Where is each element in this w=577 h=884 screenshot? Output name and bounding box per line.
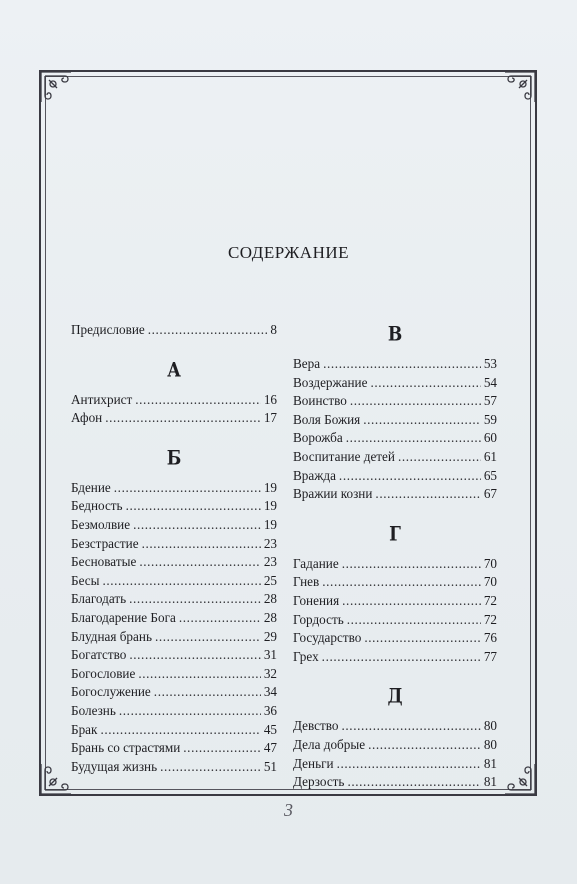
toc-entry[interactable] bbox=[71, 392, 277, 411]
toc-entry-page: 8 bbox=[270, 322, 277, 337]
toc-right-column bbox=[293, 322, 497, 793]
toc-entry-page: 65 bbox=[483, 467, 497, 483]
toc-entry-page: 54 bbox=[483, 374, 497, 390]
toc-entry-label: Ворожба bbox=[293, 430, 343, 446]
toc-entry[interactable] bbox=[293, 574, 497, 593]
leader-dots bbox=[323, 356, 481, 372]
leader-dots bbox=[347, 774, 480, 790]
toc-entry-label: Гонения bbox=[293, 592, 340, 608]
toc-left-column bbox=[71, 322, 277, 777]
toc-entry[interactable] bbox=[71, 322, 277, 341]
leader-dots bbox=[363, 412, 481, 428]
toc-entry[interactable] bbox=[293, 430, 497, 449]
toc-entry[interactable] bbox=[71, 410, 277, 429]
toc-entry-page: 72 bbox=[483, 592, 497, 608]
leader-dots bbox=[342, 556, 481, 572]
leader-dots bbox=[322, 574, 481, 590]
toc-entry[interactable] bbox=[293, 449, 497, 468]
toc-entry-label: Брак bbox=[71, 721, 98, 737]
toc-entry[interactable] bbox=[293, 356, 497, 375]
toc-entry[interactable] bbox=[293, 649, 497, 668]
leader-dots bbox=[139, 554, 261, 570]
toc-entry-page: 80 bbox=[483, 736, 497, 752]
toc-entry[interactable] bbox=[293, 486, 497, 505]
toc-entry-label: Бесноватые bbox=[71, 554, 137, 570]
toc-entry[interactable] bbox=[71, 647, 277, 666]
section-letter: Д bbox=[387, 685, 403, 709]
toc-entry-page: 45 bbox=[263, 721, 277, 737]
toc-entry-page: 57 bbox=[483, 393, 497, 409]
toc-entry-label: Афон bbox=[71, 410, 103, 426]
toc-entry-page: 23 bbox=[263, 535, 277, 551]
toc-entry-page: 70 bbox=[483, 555, 497, 571]
toc-entry-label: Безмолвие bbox=[71, 516, 131, 532]
toc-entry-label: Вражии козни bbox=[293, 486, 373, 502]
toc-entry-page: 67 bbox=[483, 486, 497, 502]
toc-entry[interactable] bbox=[71, 517, 277, 536]
section-letter: Г bbox=[389, 523, 401, 547]
toc-entry-label: Безстрастие bbox=[71, 535, 139, 551]
leader-dots bbox=[142, 536, 261, 552]
toc-entry-page: 72 bbox=[483, 611, 497, 627]
toc-entry-page: 32 bbox=[263, 665, 277, 681]
leader-dots bbox=[370, 375, 480, 391]
toc-entry[interactable] bbox=[293, 393, 497, 412]
leader-dots bbox=[368, 737, 481, 753]
corner-ornament-icon bbox=[39, 762, 73, 796]
corner-ornament-icon bbox=[503, 70, 537, 104]
toc-entry-page: 19 bbox=[263, 498, 277, 514]
leader-dots bbox=[342, 593, 481, 609]
toc-entry[interactable] bbox=[71, 666, 277, 685]
toc-entry-page: 81 bbox=[483, 774, 497, 790]
toc-entry-label: Блудная брань bbox=[71, 628, 152, 644]
toc-entry[interactable] bbox=[293, 756, 497, 775]
toc-entry-page: 31 bbox=[263, 647, 277, 663]
leader-dots bbox=[154, 684, 261, 700]
leader-dots bbox=[350, 393, 481, 409]
toc-entry[interactable] bbox=[71, 629, 277, 648]
toc-entry[interactable] bbox=[293, 774, 497, 793]
leader-dots bbox=[126, 498, 261, 514]
toc-entry-label: Деньги bbox=[293, 755, 334, 771]
toc-entry-label: Девство bbox=[293, 718, 339, 734]
toc-entry[interactable] bbox=[293, 593, 497, 612]
toc-entry-label: Антихрист bbox=[71, 391, 133, 407]
toc-entry[interactable] bbox=[293, 556, 497, 575]
leader-dots bbox=[398, 449, 481, 465]
leader-dots bbox=[135, 392, 261, 408]
toc-entry-label: Гадание bbox=[293, 555, 339, 571]
leader-dots bbox=[119, 703, 261, 719]
toc-entry[interactable] bbox=[71, 554, 277, 573]
toc-entry-label: Бедность bbox=[71, 498, 123, 514]
leader-dots bbox=[148, 322, 268, 338]
toc-entry-page: 19 bbox=[263, 516, 277, 532]
toc-entry-page: 25 bbox=[263, 572, 277, 588]
toc-entry-label: Богослужение bbox=[71, 684, 151, 700]
toc-entry-label: Вера bbox=[293, 356, 321, 371]
leader-dots bbox=[100, 722, 260, 738]
toc-entry[interactable] bbox=[293, 375, 497, 394]
toc-entry-page: 16 bbox=[263, 391, 277, 407]
toc-entry[interactable] bbox=[293, 468, 497, 487]
toc-entry[interactable] bbox=[293, 612, 497, 631]
toc-entry[interactable] bbox=[71, 703, 277, 722]
toc-entry-page: 51 bbox=[263, 758, 277, 774]
section-letter: Б bbox=[166, 447, 182, 471]
toc-entry[interactable] bbox=[71, 536, 277, 555]
toc-entry-label: Государство bbox=[293, 630, 362, 646]
toc-entry-label: Болезнь bbox=[71, 702, 116, 718]
toc-entry[interactable] bbox=[71, 740, 277, 759]
leader-dots bbox=[129, 591, 261, 607]
leader-dots bbox=[342, 718, 481, 734]
leader-dots bbox=[364, 630, 480, 646]
toc-entry-page: 60 bbox=[483, 430, 497, 446]
toc-entry-label: Благодать bbox=[71, 591, 127, 607]
toc-entry-page: 76 bbox=[483, 630, 497, 646]
toc-entry-label: Воля Божия bbox=[293, 411, 361, 427]
leader-dots bbox=[375, 486, 480, 502]
toc-entry[interactable] bbox=[71, 573, 277, 592]
leader-dots bbox=[160, 759, 261, 775]
toc-entry-label: Воздержание bbox=[293, 374, 368, 390]
leader-dots bbox=[346, 430, 481, 446]
toc-entry-label: Воинство bbox=[293, 393, 347, 409]
leader-dots bbox=[114, 480, 261, 496]
toc-entry[interactable] bbox=[71, 722, 277, 741]
page-title: СОДЕРЖАНИЕ bbox=[227, 243, 350, 262]
toc-entry[interactable] bbox=[293, 630, 497, 649]
toc-entry-page: 80 bbox=[483, 718, 497, 734]
leader-dots bbox=[179, 610, 261, 626]
toc-entry[interactable] bbox=[71, 684, 277, 703]
toc-entry[interactable] bbox=[293, 718, 497, 737]
toc-entry-page: 47 bbox=[263, 740, 277, 756]
toc-entry-page: 81 bbox=[483, 755, 497, 771]
toc-entry-page: 23 bbox=[263, 554, 277, 570]
toc-entry-page: 53 bbox=[483, 356, 497, 371]
toc-entry-label: Бдение bbox=[71, 479, 111, 495]
corner-ornament-icon bbox=[503, 762, 537, 796]
toc-entry-page: 34 bbox=[263, 684, 277, 700]
page-number: 3 bbox=[284, 800, 293, 820]
leader-dots bbox=[339, 468, 481, 484]
toc-entry-page: 61 bbox=[483, 448, 497, 464]
toc-entry-label: Богатство bbox=[71, 647, 127, 663]
toc-entry[interactable] bbox=[71, 498, 277, 517]
toc-entry[interactable] bbox=[71, 480, 277, 499]
leader-dots bbox=[337, 756, 481, 772]
toc-entry-label: Вражда bbox=[293, 467, 336, 483]
leader-dots bbox=[347, 612, 481, 628]
toc-entry-label: Гордость bbox=[293, 611, 344, 627]
leader-dots bbox=[102, 573, 260, 589]
toc-entry[interactable] bbox=[293, 737, 497, 756]
toc-entry-label: Дерзость bbox=[293, 774, 345, 790]
leader-dots bbox=[129, 647, 260, 663]
toc-entry-label: Гнев bbox=[293, 574, 320, 590]
toc-entry-page: 28 bbox=[263, 591, 277, 607]
leader-dots bbox=[322, 649, 481, 665]
toc-entry-page: 19 bbox=[263, 479, 277, 495]
leader-dots bbox=[183, 740, 261, 756]
toc-entry[interactable] bbox=[71, 591, 277, 610]
leader-dots bbox=[138, 666, 260, 682]
toc-entry-label: Будущая жизнь bbox=[71, 758, 158, 774]
toc-entry-page: 36 bbox=[263, 702, 277, 718]
toc-entry[interactable] bbox=[293, 412, 497, 431]
toc-entry-page: 29 bbox=[263, 628, 277, 644]
leader-dots bbox=[105, 410, 261, 426]
section-letter: В bbox=[387, 323, 403, 347]
corner-ornament-icon bbox=[39, 70, 73, 104]
toc-entry-page: 17 bbox=[263, 410, 277, 426]
toc-entry-label: Богословие bbox=[71, 665, 136, 681]
leader-dots bbox=[133, 517, 261, 533]
toc-entry[interactable] bbox=[71, 610, 277, 629]
toc-entry-label: Бесы bbox=[71, 572, 100, 588]
toc-entry-label: Воспитание детей bbox=[293, 448, 395, 464]
toc-entry[interactable] bbox=[71, 759, 277, 778]
toc-entry-page: 28 bbox=[263, 609, 277, 625]
toc-entry-label: Дела добрые bbox=[293, 736, 366, 752]
toc-entry-label: Грех bbox=[293, 648, 319, 664]
section-letter: А bbox=[167, 359, 181, 383]
leader-dots bbox=[155, 629, 261, 645]
toc-entry-page: 70 bbox=[483, 574, 497, 590]
toc-entry-page: 59 bbox=[483, 411, 497, 427]
toc-entry-label: Брань со страстями bbox=[71, 740, 181, 756]
toc-entry-label: Благодарение Бога bbox=[71, 609, 176, 625]
toc-entry-page: 77 bbox=[483, 648, 497, 664]
toc-entry-label: Предисловие bbox=[71, 322, 145, 337]
